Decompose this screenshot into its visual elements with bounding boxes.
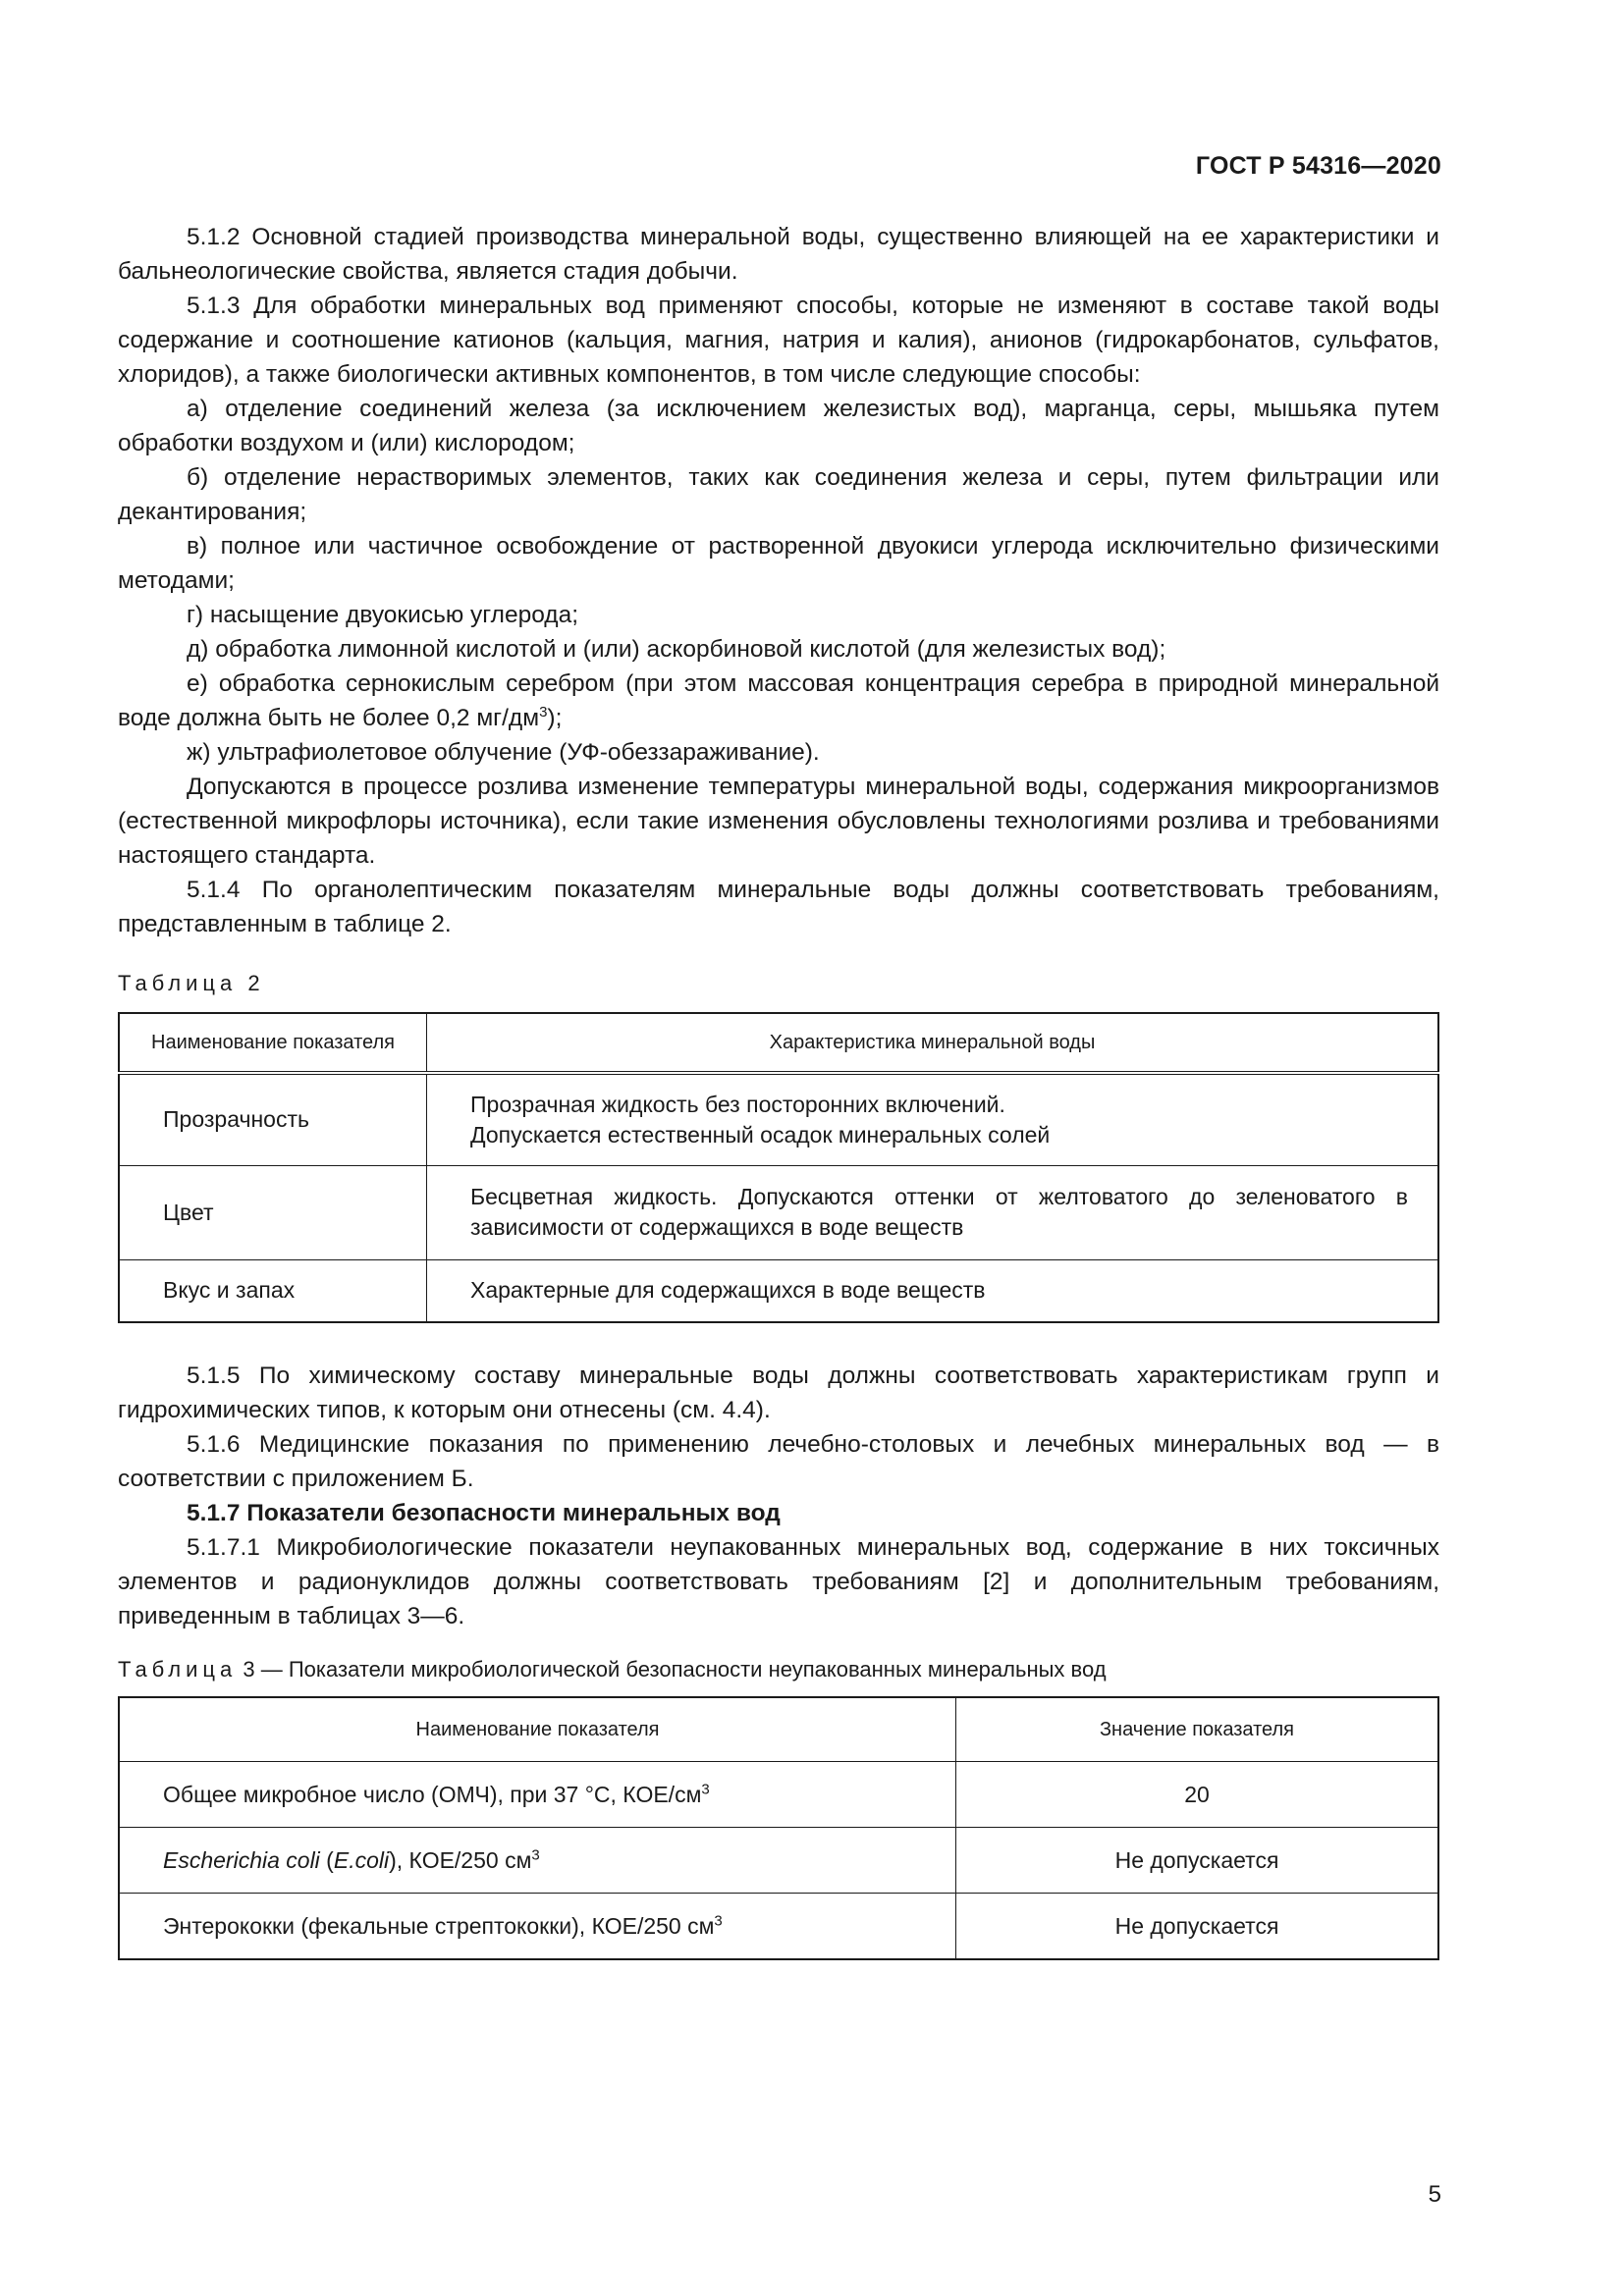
- list-item-d: д) обработка лимонной кислотой и (или) аскорбиновой кислотой (для железистых вод);: [187, 636, 1166, 663]
- document-id-header: ГОСТ Р 54316—2020: [1195, 152, 1441, 180]
- table-2: [118, 1012, 1439, 1323]
- superscript-3: 3: [701, 1780, 710, 1797]
- table-cell-line: Прозрачная жидкость без посторонних включений.: [470, 1091, 1005, 1117]
- paragraph-5-1-7-1: 5.1.7.1 Микробиологические показатели неупакованных минеральных вод, содержание в них токсичных элементов и радионуклидов должны соответствовать требованиям [2] и дополнительным требованиям, приведенным в таблицах 3—6.: [118, 1534, 1439, 1629]
- paragraph-5-1-6: 5.1.6 Медицинские показания по применению лечебно-столовых и лечебных минеральных вод — в соответствии с приложением Б.: [118, 1431, 1439, 1492]
- table-cell-text: (: [319, 1846, 334, 1873]
- list-item-e-tail: );: [547, 705, 563, 731]
- table-2-caption-label: Таблица 2: [118, 971, 265, 995]
- paragraph-5-1-3: 5.1.3 Для обработки минеральных вод применяют способы, которые не изменяют в составе такой воды содержание и соотношение катионов (кальция, магния, натрия и калия), анионов (гидрокарбонатов, сульфатов, хлоридов), а также биологически активных компонентов, в том числе следующие способы:: [118, 293, 1439, 388]
- superscript-3: 3: [531, 1845, 540, 1863]
- table-row: [119, 1073, 1438, 1165]
- table-2-caption: [118, 969, 1439, 998]
- species-abbrev: E.coli: [333, 1846, 390, 1873]
- table-cell-value: Не допускается: [956, 1894, 1439, 1960]
- table-cell-name: Цвет: [119, 1165, 427, 1259]
- list-item-g: г) насыщение двуокисью углерода;: [187, 602, 579, 628]
- table-3-caption-label: Таблица: [118, 1657, 238, 1682]
- table-cell-value: 20: [956, 1762, 1439, 1828]
- list-item-v: в) полное или частичное освобождение от растворенной двуокиси углерода исключительно физическими методами;: [118, 533, 1439, 594]
- list-item-a: а) отделение соединений железа (за исключением железистых вод), марганца, серы, мышьяка путем обработки воздухом и (или) кислородом;: [118, 396, 1439, 456]
- list-item-e-text: е) обработка сернокислым серебром (при этом массовая концентрация серебра в природной минеральной воде должна быть не более 0,2 мг/дм: [118, 670, 1439, 731]
- list-item-zh: ж) ультрафиолетовое облучение (УФ-обеззараживание).: [187, 739, 820, 766]
- table-cell-value: Бесцветная жидкость. Допускаются оттенки от желтоватого до зеленоватого в зависимости от содержащихся в воде веществ: [427, 1165, 1439, 1259]
- table-3: [118, 1696, 1439, 1960]
- table-cell-name: Вкус и запах: [119, 1259, 427, 1322]
- table-cell-name: [119, 1762, 956, 1828]
- column-header-characteristic: Характеристика минеральной воды: [427, 1013, 1439, 1073]
- table-cell-name: [119, 1894, 956, 1960]
- list-item-e: [118, 667, 1439, 735]
- table-row: [119, 1762, 1438, 1828]
- table-cell-line: Допускается естественный осадок минеральных солей: [470, 1121, 1051, 1148]
- table-cell-value: Не допускается: [956, 1828, 1439, 1894]
- paragraph-5-1-2: 5.1.2 Основной стадией производства минеральной воды, существенно влияющей на ее характеристики и бальнеологические свойства, является стадия добычи.: [118, 224, 1439, 285]
- paragraph-5-1-4: 5.1.4 По органолептическим показателям минеральные воды должны соответствовать требованиям, представленным в таблице 2.: [118, 877, 1439, 937]
- paragraph-bottling: Допускаются в процессе розлива изменение температуры минеральной воды, содержания микроорганизмов (естественной микрофлоры источника), если такие изменения обусловлены технологиями розлива и требованиями настоящего стандарта.: [118, 774, 1439, 869]
- table-cell-name: [119, 1828, 956, 1894]
- list-item-b: б) отделение нерастворимых элементов, таких как соединения железа и серы, путем фильтрации или декантирования;: [118, 464, 1439, 525]
- table-3-caption-title: 3 — Показатели микробиологической безопасности неупакованных минеральных вод: [243, 1657, 1107, 1682]
- table-row: [119, 1894, 1438, 1960]
- table-row: [119, 1259, 1438, 1322]
- table-cell-text: Энтерококки (фекальные стрептококки), КОЕ/250 см: [163, 1912, 715, 1939]
- table-cell-text: ), КОЕ/250 см: [389, 1846, 532, 1873]
- column-header-name: Наименование показателя: [119, 1697, 956, 1762]
- column-header-name: Наименование показателя: [119, 1013, 427, 1073]
- section-heading-5-1-7: 5.1.7 Показатели безопасности минеральных вод: [187, 1500, 781, 1526]
- table-header-row: [119, 1013, 1438, 1073]
- table-header-row: [119, 1697, 1438, 1762]
- table-row: [119, 1165, 1438, 1259]
- species-name: Escherichia coli: [163, 1846, 320, 1873]
- table-3-caption: [118, 1655, 1439, 1684]
- table-cell-value: Характерные для содержащихся в воде веществ: [427, 1259, 1439, 1322]
- table-row: [119, 1828, 1438, 1894]
- column-header-value: Значение показателя: [956, 1697, 1439, 1762]
- table-cell-value: [427, 1073, 1439, 1165]
- paragraph-5-1-5: 5.1.5 По химическому составу минеральные воды должны соответствовать характеристикам групп и гидрохимических типов, к которым они отнесены (см. 4.4).: [118, 1362, 1439, 1423]
- page-number: 5: [1428, 2181, 1441, 2208]
- document-body: [118, 220, 1439, 1960]
- table-cell-text: Общее микробное число (ОМЧ), при 37 °С, КОЕ/см: [163, 1781, 702, 1807]
- superscript-3: 3: [714, 1911, 723, 1929]
- table-cell-name: Прозрачность: [119, 1073, 427, 1165]
- superscript-3: 3: [539, 703, 548, 721]
